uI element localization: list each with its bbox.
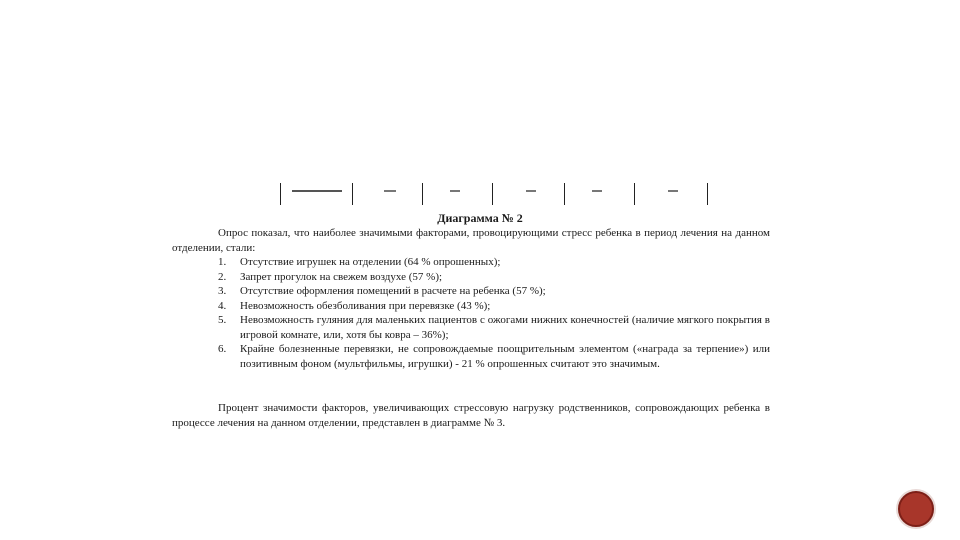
list-item-number: 2.	[218, 270, 227, 283]
cropped-table-fragment	[280, 181, 708, 205]
list-item-number: 4.	[218, 299, 227, 312]
list-item	[172, 270, 770, 285]
list-item	[172, 284, 770, 299]
closing-paragraph	[172, 401, 770, 430]
closing-text: Процент значимости факторов, увеличивающих стрессовую нагрузку родственников, сопровождающих ребенка в процессе лечения на данном отделении, представлен в диаграмме № 3.	[172, 402, 770, 429]
list-item-number: 6.	[218, 343, 227, 355]
list-item-text: Отсутствие оформления помещений в расчете на ребенка (57 %);	[240, 285, 546, 297]
list-item-number: 1.	[218, 256, 227, 268]
list-item	[172, 313, 770, 342]
intro-text: Опрос показал, что наиболее значимыми факторами, провоцирующими стресс ребенка в период лечения на данном отделении, стали:	[172, 227, 770, 254]
list-item	[172, 299, 770, 314]
factor-list	[172, 255, 770, 371]
list-item-number: 5.	[218, 314, 227, 326]
list-item-text: Отсутствие игрушек на отделении (64 % опрошенных);	[240, 256, 501, 268]
intro-paragraph	[172, 226, 770, 255]
list-item-text: Крайне болезненные перевязки, не сопровождаемые поощрительным элементом («награда за терпение») или позитивным фоном (мультфильмы, игрушки) - 21 % опрошенных считают это значимым.	[240, 343, 770, 370]
list-item-text: Невозможность гуляния для маленьких пациентов с ожогами нижних конечностей (наличие мягкого покрытия в игровой комнате, или, хотя бы ковра – 36%);	[240, 314, 770, 341]
diagram-title: Диаграмма № 2	[437, 211, 523, 225]
list-item-text: Невозможность обезболивания при перевязке (43 %);	[240, 299, 491, 312]
slide-number-badge	[898, 491, 934, 527]
list-item-text: Запрет прогулок на свежем воздухе (57 %);	[240, 270, 443, 283]
list-item-number: 3.	[218, 285, 227, 297]
list-item	[172, 342, 770, 371]
list-item	[172, 255, 770, 270]
